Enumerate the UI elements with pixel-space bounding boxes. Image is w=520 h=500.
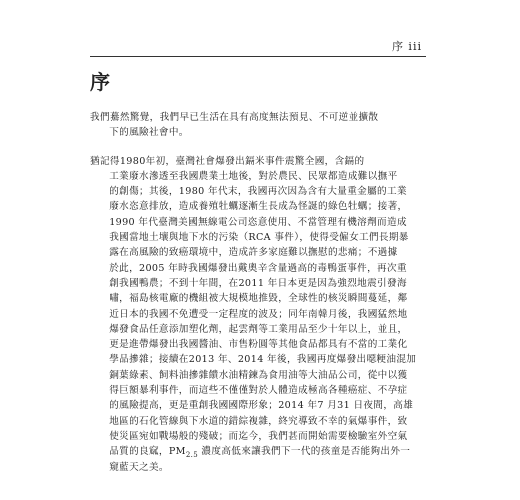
running-head	[90, 34, 426, 57]
text-line: 更是進帶爆發出我國醬油、市售粉圓等其他食品都具有不當的工業化	[109, 339, 408, 351]
text-line: 我們驀然驚覺，我們早已生活在具有高度無法預見、不可逆並擴散	[90, 112, 379, 123]
text-line: 下的風險社會中。	[109, 127, 189, 139]
text-line: 1990 年代臺灣美國無線電公司恣意使用、不當管理有機溶劑而造成	[109, 216, 407, 228]
text-line: 學品摻雜；接續在2013 年、2014 年後，我國再度爆發出噁粳油混加	[109, 354, 417, 366]
text-line: 的風險提高，更是重創我國國際形象；2014 年7 月31 日夜間，高雄	[109, 400, 414, 412]
text-line: 地區的石化管線與下水道的錯綜複雜，終究導致不幸的氣爆事件，致	[109, 415, 408, 427]
pm25-subscript: 2.5	[185, 451, 199, 460]
text-line: 我國當地土壤與地下水的污染（RCA 事件），使得受僱女工們長期暴	[109, 232, 409, 244]
chapter-title: 序	[90, 70, 110, 94]
text-line: 猶記得1980年初，臺灣社會爆發出鎘米事件震驚全國，含鎘的	[90, 155, 365, 167]
text-line: 得巨額暴利事件，而這些不僅僅對於人體造成極高各種癌症、不孕症	[109, 385, 408, 397]
text-line: 廢水恣意排放，造成養殖牡蠣逐漸生長成為怪誕的綠色牡蠣；接著，	[109, 201, 408, 213]
text-line: 工業廢水滲透至我國農業土地後，對於農民、民眾都造成難以撫平	[109, 170, 398, 182]
paragraph-1	[90, 110, 426, 141]
paragraph-2	[90, 154, 426, 475]
body-text	[90, 110, 426, 488]
text-line: 爆發食品任意添加塑化劑，起雲劑等工業用品至少十年以上，並且，	[109, 323, 408, 335]
text-line: 使災區宛如戰場般的殘破；而迄今，我們甚而開始需要檢驗室外空氣	[109, 430, 408, 442]
text-line: 嘯，福島核電廠的機組被大規模地推毀，全球性的核災瞬間蔓延，鄰	[109, 293, 408, 305]
text-line: 窺藍天之美。	[109, 461, 169, 473]
text-line: 的創傷；其後，1980 年代末，我國再次因為含有大量重金屬的工業	[109, 186, 407, 198]
text-line: 露在高風險的致癌環境中，造成許多家庭難以撫慰的悲痛；不過據	[109, 247, 398, 259]
text-line: 於此，2005 年時我國爆發出戴奧辛含量過高的毒鴨蛋事件，再次重	[109, 262, 407, 274]
text-line: 銅葉綠素、飼料油摻雜饋水油精鍊為食用油等大油品公司，從中以獲	[109, 369, 408, 381]
running-head-text: 序 iii	[391, 40, 422, 53]
text-line: 品質的良窳，$PM_{2.5}$ 濃度高低來讓我們下一代的孩童是否能夠出外一	[109, 446, 411, 460]
text-line: 創我國鴨農；不到十年間，在2011 年日本更是因為強烈地震引發海	[109, 277, 407, 289]
text-line: 近日本的我國不免遭受一定程度的波及；同年南韓月後，我國猛然地	[109, 308, 408, 320]
